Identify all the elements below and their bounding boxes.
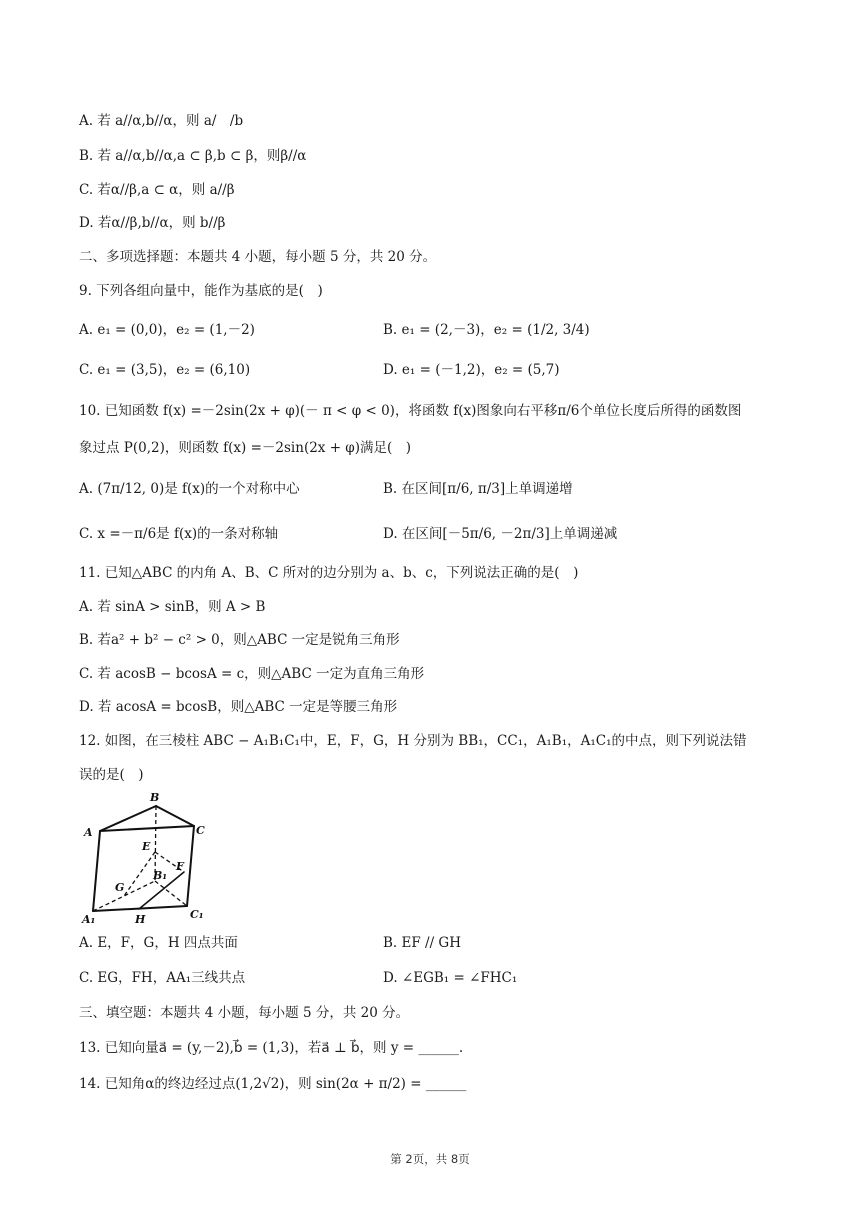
edge-ac <box>100 826 194 831</box>
q10-option-c: C. x =－π/6是 f(x)的一条对称轴 <box>79 526 279 542</box>
q9-option-a: A. e₁ = (0,0)，e₂ = (1,－2) <box>79 322 255 338</box>
q12-stem-line1: 12. 如图，在三棱柱 ABC − A₁B₁C₁中，E，F，G，H 分别为 BB₁，CC₁，A₁B₁，A₁C₁的中点，则下列说法错 <box>79 733 747 749</box>
q14: 14. 已知角α的终边经过点(1,2√2)，则 sin(2α + π/2) = ______ <box>79 1076 467 1092</box>
label-a1: A₁ <box>82 913 96 925</box>
label-c: C <box>196 824 205 837</box>
q12-option-a: A. E，F，G，H 四点共面 <box>79 935 238 951</box>
label-b: B <box>150 791 160 804</box>
q10-stem-line2: 象过点 P(0,2)，则函数 f(x) =－2sin(2x + φ)满足( ) <box>79 440 412 456</box>
q11-option-b: B. 若a² + b² − c² > 0，则△ABC 一定是锐角三角形 <box>79 632 400 648</box>
label-a: A <box>84 826 93 839</box>
line-eg-hidden <box>124 852 155 896</box>
q9-option-c: C. e₁ = (3,5)，e₂ = (6,10) <box>79 362 251 378</box>
section2-heading: 二、多项选择题：本题共 4 小题，每小题 5 分，共 20 分。 <box>79 249 437 265</box>
page-footer: 第 2页，共 8页 <box>390 1152 470 1166</box>
q10-option-b: B. 在区间[π/6, π/3]上单调递增 <box>383 481 573 497</box>
edge-ab <box>100 806 156 831</box>
label-h: H <box>135 913 146 925</box>
q12-option-d: D. ∠EGB₁ = ∠FHC₁ <box>383 970 518 986</box>
label-f: F <box>176 860 184 873</box>
label-g: G <box>115 881 125 894</box>
edge-bc <box>156 806 194 826</box>
q13: 13. 已知向量a⃗ = (y,－2),b⃗ = (1,3)，若a⃗ ⊥ b⃗，则 y = ______. <box>79 1040 464 1056</box>
q9-option-b: B. e₁ = (2,－3)，e₂ = (1/2, 3/4) <box>383 322 590 338</box>
q11-option-a: A. 若 sinA > sinB，则 A > B <box>79 599 266 615</box>
label-b1: B₁ <box>153 869 168 882</box>
edge-b1c1-hidden <box>155 881 187 906</box>
edge-cc1 <box>187 826 194 906</box>
q8-option-d: D. 若α//β,b//α，则 b//β <box>79 215 226 231</box>
label-e: E <box>142 840 151 853</box>
q8-option-b: B. 若 a//α,b//α,a ⊂ β,b ⊂ β，则β//α <box>79 148 307 164</box>
q11-option-c: C. 若 acosB − bcosA = c，则△ABC 一定为直角三角形 <box>79 666 425 682</box>
q10-stem-line1: 10. 已知函数 f(x) =－2sin(2x + φ)(－ π < φ < 0)，将函数 f(x)图象向右平移π/6个单位长度后所得的函数图 <box>79 403 742 419</box>
edge-aa1 <box>93 831 100 911</box>
q12-stem-line2: 误的是( ) <box>79 767 144 783</box>
q9-option-d: D. e₁ = (－1,2)，e₂ = (5,7) <box>383 362 560 378</box>
q9-stem: 9. 下列各组向量中，能作为基底的是( ) <box>79 283 323 299</box>
label-c1: C₁ <box>190 908 204 921</box>
q10-option-d: D. 在区间[－5π/6, －2π/3]上单调递减 <box>383 526 618 542</box>
q10-option-a: A. (7π/12, 0)是 f(x)的一个对称中心 <box>79 481 300 497</box>
prism-figure <box>80 790 210 925</box>
q11-option-d: D. 若 acosA = bcosB，则△ABC 一定是等腰三角形 <box>79 699 398 715</box>
section3-heading: 三、填空题：本题共 4 小题，每小题 5 分，共 20 分。 <box>79 1005 410 1021</box>
q12-option-c: C. EG，FH，AA₁三线共点 <box>79 970 246 986</box>
q11-stem: 11. 已知△ABC 的内角 A、B、C 所对的边分别为 a、b、c，下列说法正确的是( ) <box>79 565 579 581</box>
q12-option-b: B. EF // GH <box>383 935 461 951</box>
q8-option-a: A. 若 a//α,b//α，则 a/ /b <box>79 113 244 129</box>
q8-option-c: C. 若α//β,a ⊂ α，则 a//β <box>79 182 235 198</box>
